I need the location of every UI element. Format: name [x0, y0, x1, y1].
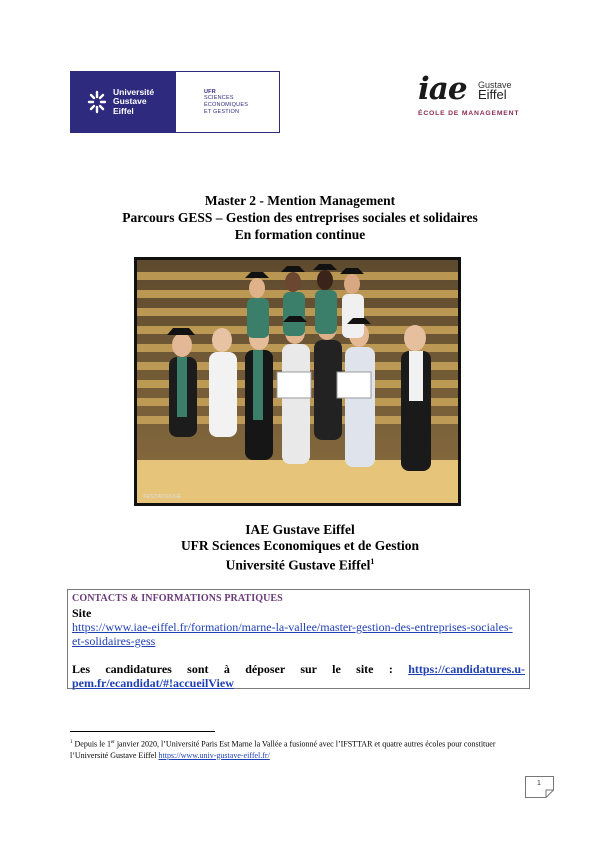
university-name-line: Gustave — [113, 96, 147, 107]
footnote-superscript: er — [110, 740, 115, 745]
page-number: 1 — [537, 780, 541, 787]
iae-eiffel: Eiffel — [478, 87, 507, 102]
candidature-paragraph — [72, 662, 525, 690]
photo-credit: ©ESZIAFIE/UGE — [143, 494, 182, 500]
document-title — [70, 192, 530, 243]
page-number-tab — [525, 776, 554, 798]
university-star-icon — [87, 89, 107, 115]
ufr-line: ÉCONOMIQUES — [204, 102, 249, 108]
footnote-marker: 1 — [70, 740, 73, 745]
iae-gustave: Gustave — [478, 80, 512, 90]
footnote-text-before: Depuis le 1 — [74, 739, 111, 749]
ufr-line: UFR — [204, 88, 216, 95]
title-line-3: En formation continue — [234, 227, 366, 242]
title-line-2: Parcours GESS – Gestion des entreprises sociales et solidaires — [122, 210, 478, 225]
footnote-separator — [70, 731, 215, 732]
candidature-link[interactable]: https://candidatures.u-pem.fr/ecandidat/#!accueilView — [72, 662, 526, 690]
university-logo-panel — [71, 72, 176, 132]
iae-mark: iae — [418, 71, 467, 107]
site-link[interactable]: https://www.iae-eiffel.fr/formation/marne-la-vallee/master-gestion-des-entreprises-sociales-et-solidaires-gess — [72, 620, 513, 648]
ufr-name — [204, 89, 248, 115]
iae-gustave-eiffel-logo — [418, 72, 528, 122]
site-label: Site — [72, 606, 92, 620]
contact-heading: CONTACTS & INFORMATIONS PRATIQUES — [72, 593, 283, 604]
university-name-line: Eiffel — [113, 105, 134, 116]
ufr-logo-panel — [176, 72, 279, 132]
institution-block — [70, 522, 530, 574]
institution-line-2: UFR Sciences Economiques et de Gestion — [180, 538, 420, 553]
university-gustave-eiffel-logo — [70, 71, 280, 133]
graduation-group-photo — [134, 257, 461, 506]
candidature-text: Les candidatures sont à déposer sur le site : — [72, 662, 393, 676]
footnote-link[interactable]: https://www.univ-gustave-eiffel.fr/ — [158, 750, 270, 760]
university-name — [113, 88, 154, 117]
institution-line-1: IAE Gustave Eiffel — [245, 522, 355, 537]
iae-tagline: ÉCOLE DE MANAGEMENT — [418, 110, 520, 117]
institution-line-3 — [70, 554, 530, 574]
contact-info-box — [67, 589, 530, 689]
footnote — [70, 737, 530, 761]
footnote-text-after: janvier 2020, l’Université Paris Est Marne la Vallée a fusionné avec l’IFSTTAR et quatre autres écoles pour constituer l’Université Gustave Eiffel — [70, 739, 496, 760]
group-photo-icon — [137, 260, 458, 503]
footnote-reference[interactable]: 1 — [370, 557, 375, 566]
university-name-line: Université — [113, 86, 155, 97]
ufr-line: SCIENCES — [204, 95, 234, 102]
institution-university: Université Gustave Eiffel — [225, 557, 371, 573]
title-line-1: Master 2 - Mention Management — [204, 193, 396, 208]
ufr-line: ET GESTION — [204, 108, 240, 115]
